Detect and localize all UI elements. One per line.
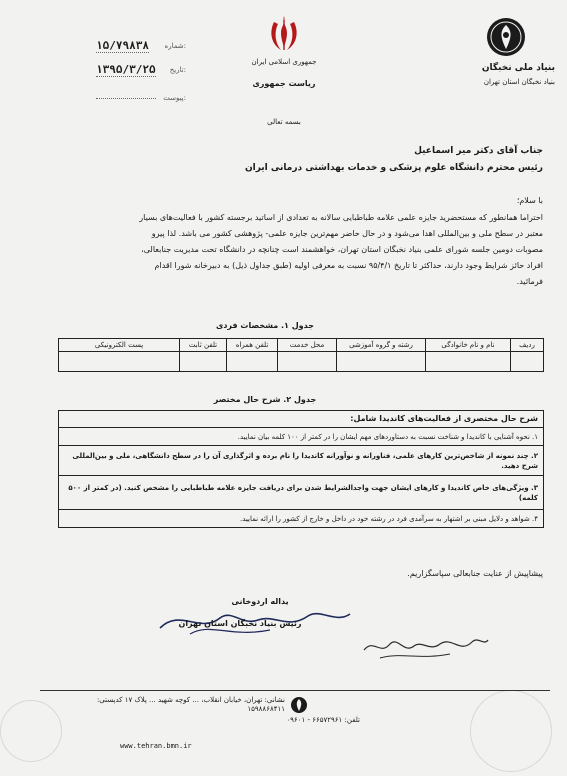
personal-info-table [58, 338, 544, 372]
table1-title: جدول ۱. مشخصات فردی [215, 321, 315, 330]
greeting: با سلام؛ [516, 196, 543, 205]
table-row [59, 476, 544, 510]
table-cell: ۳. ویژگی‌های خاص کاندیدا و کارهای ایشان جهت واجدالشرایط شدن برای دریافت جایزه علامه طباطبایی را مشخص کنید. (در کمتر از ۵۰۰ کلمه) [59, 476, 544, 510]
header-right-line1: بنیاد ملی نخبگان [481, 63, 555, 73]
body-paragraph [50, 212, 543, 292]
background-stamp [0, 700, 62, 762]
attachment-row [96, 90, 186, 106]
table-header-row [59, 339, 544, 352]
footer-logo-icon [290, 696, 308, 714]
footer-website[interactable]: www.tehran.bmn.ir [120, 742, 192, 750]
table-cell: ۲. چند نمونه از شاخص‌ترین کارهای علمی، فناورانه و نوآورانه کاندیدا را نام برده و اثرگذاری آن را در سطح دانشگاهی، ملی و بین‌المللی شرح دهید. [59, 446, 544, 476]
table-header-cell: نام و نام خانوادگی [426, 339, 511, 352]
header-center-line2: ریاست جمهوری [252, 79, 316, 88]
table-cell [511, 352, 544, 372]
paragraph-line: افراد حائز شرایط وجود دارند، حداکثر تا تاریخ ۹۵/۴/۱ نسبت به معرفی اولیه (طبق جداول ذیل) به دبیرخانه شورا اقدام [154, 261, 543, 270]
footer-address: نشانی: تهران، خیابان انقلاب، ... کوچه شهید ... پلاک ۱۷ کدپستی: ۱۵۹۸۸۶۸۴۱۱ [96, 696, 285, 713]
signer-title: رئیس بنیاد نخبگان استان تهران [178, 619, 302, 628]
table-header-cell: محل خدمت [278, 339, 337, 352]
letter-number: ۱۵/۷۹۸۳۸ [96, 39, 149, 52]
signer-name: یداله اردوخانی [231, 597, 289, 606]
table-cell [227, 352, 278, 372]
footer-phone: تلفن: ۶۶۵۷۲۹۶۱ - ۰۹۶۰۱ [286, 716, 360, 724]
iran-emblem-icon [267, 14, 301, 54]
footer-divider [40, 690, 550, 691]
table-row [59, 428, 544, 446]
elites-foundation-logo-icon [485, 16, 527, 58]
recipient-name: جناب آقای دکتر میر اسماعیل [414, 146, 543, 156]
table-cell [180, 352, 227, 372]
table-header-cell: شرح حال مختصری از فعالیت‌های کاندیدا شامل: [59, 411, 544, 428]
letter-date-row [96, 62, 186, 78]
paragraph-line: معتبر در سطح ملی و بین‌المللی اهدا می‌شود و در حال حاضر مهم‌ترین جایزه علمی- پژوهشی کشور می باشد. لذا پیرو [151, 229, 543, 238]
header-right-line2: بنیاد نخبگان استان تهران [483, 78, 555, 86]
letter-date: ۱۳۹۵/۳/۲۵ [96, 63, 156, 76]
table-header-cell: ردیف [511, 339, 544, 352]
letter-number-label: شماره: [164, 42, 186, 50]
table-header-cell: رشته و گروه آموزشی [337, 339, 426, 352]
header-center-line1: جمهوری اسلامی ایران [251, 58, 317, 66]
background-stamp [470, 690, 552, 772]
brief-biography-table [58, 410, 544, 528]
paragraph-line: فرمائید. [516, 277, 543, 286]
table-cell [278, 352, 337, 372]
attachment-label: پیوست: [163, 94, 186, 102]
table-header-cell: تلفن ثابت [180, 339, 227, 352]
table-row [59, 352, 544, 372]
attachment-value [96, 98, 156, 99]
paragraph-line: مصوبات دومین جلسه شورای علمی بنیاد نخبگان استان تهران، خواهشمند است چنانچه در دانشگاه تحت مدیریت جنابعالی، [141, 245, 543, 254]
table-header-cell: تلفن همراه [227, 339, 278, 352]
table-cell: ۴. شواهد و دلایل مبنی بر اشتهار به سرآمدی فرد در رشته خود در داخل و خارج از کشور را ارائه نمایید. [59, 510, 544, 528]
table-header-cell: پست الکترونیکی [59, 339, 180, 352]
closing-thanks: پیشاپیش از عنایت جنابعالی سپاسگزاریم. [407, 569, 543, 578]
table-row [59, 446, 544, 476]
handwritten-note-icon [360, 630, 490, 664]
table-cell [426, 352, 511, 372]
table-cell [59, 352, 180, 372]
letter-date-label: تاریخ: [169, 66, 186, 74]
table-cell: ۱. نحوه آشنایی با کاندیدا و شناخت نسبت به دستاوردهای مهم ایشان را در کمتر از ۱۰۰ کلمه بیان نمایید. [59, 428, 544, 446]
table-cell [337, 352, 426, 372]
basmala: بسمه تعالی [267, 118, 301, 126]
letter-number-row [96, 38, 186, 54]
table-header-row [59, 411, 544, 428]
table2-title: جدول ۲. شرح حال مختصر [213, 395, 317, 404]
recipient-title: رئیس محترم دانشگاه علوم پزشکی و خدمات بهداشتی درمانی ایران [244, 163, 543, 173]
table-row [59, 510, 544, 528]
paragraph-line: احتراما همانطور که مستحضرید جایزه علمی علامه طباطبایی سالانه به تعدادی از اساتید برجسته کشور با فعالیت‌های بسیار [139, 213, 543, 222]
